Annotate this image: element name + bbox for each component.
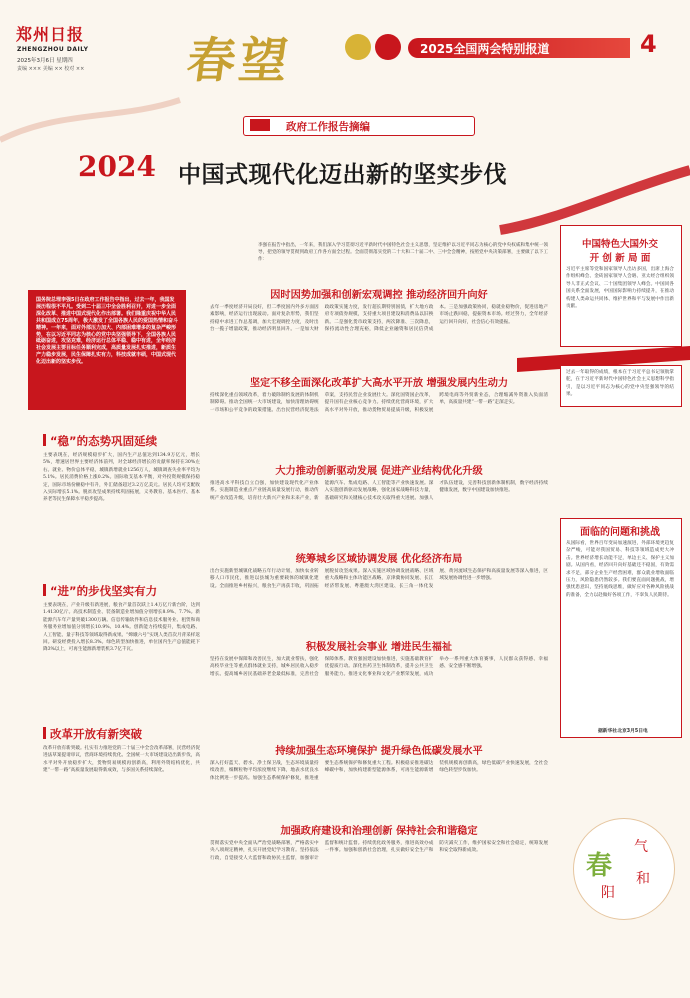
page-number: 4 <box>640 30 657 58</box>
section-regional-text: 出台实施新型城镇化战略五年行动计划，加快农业转移人口市民化，推进以县城为重要载体的城镇化建设。全面推进乡村振兴，粮食生产再获丰收，巩固拓展脱贫攻坚成果。深入实施区域协调发展战略、区域重大战略和主体功能区战略，京津冀协同发展、长江经济带发展、粤港澳大湾区建设、长三角一体化发展、黄河流域生态保护和高质量发展等深入推进，区域发展协调性进一步增强。 <box>210 569 548 589</box>
spring-badge-char-he: 和 <box>636 871 650 887</box>
diplomacy-title-line2: 开 创 新 局 面 <box>589 253 651 264</box>
section-ecology-title: 持续加强生态环境保护 提升绿色低碳发展水平 <box>275 746 483 757</box>
section-welfare <box>204 638 554 653</box>
section-macro <box>204 286 554 301</box>
challenges-text: 从国际看，世界百年变局加速演进，外部环境更趋复杂严峻，可能对我国贸易、科技等领域造成更大冲击。世界经济增长动能不足，单边主义、保护主义加剧。从国内看，经济回升向好基础还不稳固，有效需求不足，部分企业生产经营困难，群众就业增收面临压力，风险隐患仍然较多。我们要直面问题挑战，增强忧患意识，坚持底线思维，做好应对各种风险挑战的准备，全力以赴做好各项工作，不辜负人民期待。 <box>566 541 674 598</box>
title-bar <box>43 434 46 446</box>
section-regional-title: 统筹城乡区域协调发展 优化经济布局 <box>295 554 463 565</box>
section-innovation-title: 大力推动创新驱动发展 促进产业结构优化升级 <box>275 466 483 477</box>
section-reform-title <box>43 726 142 742</box>
headline: 中国式现代化迈出新的坚实步伐 <box>178 161 507 188</box>
section-innovation <box>204 462 554 477</box>
special-report-label: 2025全国两会特别报道 <box>420 42 550 56</box>
intro-paragraph: 李强在报告中指出，一年来，我们深入学习贯彻习近平新时代中国特色社会主义思想，坚定维护以习近平同志为核心的党中央权威和集中统一领导，把党的领导贯彻到政府工作各方面全过程。全面贯彻落实党的二十大和二十届二中、三中全会精神，按照党中央决策部署，主要做了以下工作： <box>258 243 548 262</box>
diplomacy-text: 习近平主席等党和国家领导人出访多国，出席上海合作组织峰会、金砖国家领导人会晤、亚太经合组织领导人非正式会议、二十国集团领导人峰会。中国同各国关系全面发展，中国国际影响力持续提升，在推动构建人类命运共同体、维护世界和平与发展中作出新贡献。 <box>566 267 674 310</box>
section-reform-open-title: 坚定不移全面深化改革扩大高水平开放 增强发展内生动力 <box>249 378 509 389</box>
section-governance <box>204 822 554 837</box>
paper-english-name: ZHENGZHOU DAILY <box>17 46 89 53</box>
cppcc-emblem-icon <box>375 34 401 60</box>
national-emblem-icon <box>345 34 371 60</box>
section-stable-title <box>43 433 157 449</box>
news-credit: 据新华社北京3月5日电 <box>598 729 648 734</box>
section-reform-open-text: 持续深化重点领域改革，着力破除制约发展的体制机制障碍。推动全国统一大市场建设，加快清理妨碍统一市场和公平竞争的政策措施。出台民营经济促进法草案，支持民营企业发展壮大。深化国资国企改革，提升国有企业核心竞争力。持续优化营商环境，扩大高水平对外开放，推动货物贸易提质升级，积极发展跨境电商等外贸新业态，合理缩减外资准入负面清单，高质量共建“一带一路”走深走实。 <box>210 393 548 413</box>
section-welfare-text: 坚持在发展中保障和改善民生，加大就业帮扶，强化高校毕业生等重点群体就业支持，城乡居民收入稳步增长。提高城乡居民基础养老金最低标准，完善社会保障体系。教育强国建设加快推进，实施基础教育扩优提质行动。深化医药卫生体制改革，提升公共卫生服务能力。推进文化事业和文化产业繁荣发展，成功举办一系列重大体育赛事，人民群众获得感、幸福感、安全感不断增强。 <box>210 657 548 677</box>
section-tag-label: 政府工作报告摘编 <box>286 121 370 133</box>
section-innovation-text: 推进高水平科技自立自强，加快建设现代化产业体系。实施制造业重点产业链高质量发展行动，推动传统产业改造升级，培育壮大新兴产业和未来产业，新能源汽车、集成电路、人工智能等产业快速发展。深入实施创新驱动发展战略，强化国家战略科技力量，基础研究和关键核心技术攻关取得重大进展。加强人才队伍建设，完善科技创新体制机制，数字经济持续健康发展，数字中国建设加快推进。 <box>210 481 548 501</box>
achievement-text: 过去一年取得的成绩，根本在于习近平总书记领航掌舵，在于习近平新时代中国特色社会主义思想科学指引，是以习近平同志为核心的党中央坚强领导的结果。 <box>566 370 674 398</box>
paper-meta: 责编 ××× 美编 ×× 校对 ×× <box>17 66 85 72</box>
summary-text: 国务院总理李强5日在政府工作报告中指出，过去一年，我国发展历程很不平凡。受到二十届三中全会胜利召开，对进一步全面深化改革、推进中国式现代化作出部署。我们隆重庆祝中华人民共和国成立75周年，极大激发了全国各族人民的爱国热情和奋斗精神。一年来，面对外部压力加大、内部困难增多的复杂严峻形势，在以习近平同志为核心的党中央坚强领导下，全国各族人民砥砺奋进，攻坚克难，经济运行总体平稳、稳中有进，全年经济社会发展主要目标任务顺利完成，高质量发展扎实推进，新质生产力稳步发展，民生保障扎实有力，科技成就丰硕，中国式现代化迈出新的坚实步伐。 <box>36 297 178 366</box>
section-ecology-text: 深入打好蓝天、碧水、净土保卫战，生态环境质量持续改善，细颗粒物平均浓度继续下降，地表水优良水体比例进一步提高。加强生态系统保护修复，推进重要生态系统保护和修复重大工程。积极稳妥推进碳达峰碳中和，加快构建新型能源体系，可再生能源新增装机规模再创新高，绿色低碳产业快速发展，全社会绿色转型步伐加快。 <box>210 761 548 781</box>
section-progress-text: 主要表现在，产业升级有新进展，粮食产量首次跃上1.4万亿斤新台阶，达到1.4130亿斤。高技术制造业、装备制造业增加值分别增长8.9%、7.7%。新能源汽车年产量突破1300万辆。信息传输软件和信息技术服务业、租赁和商务服务业增加值分别增长10.9%、10.4%。创新能力持续提升，集成电路、人工智能、量子科技等领域取得新成果。“嫦娥六号”实现人类首次月背采样返回。研发经费投入增长8.3%。绿色转型加快推进，单位国内生产总值能耗下降3%以上，可再生能源新增装机3.7亿千瓦。 <box>43 603 200 653</box>
report-icon <box>250 119 270 131</box>
title-bar <box>43 584 46 596</box>
title-bar <box>43 727 46 739</box>
section-reform-open <box>204 374 554 389</box>
section-ecology <box>204 742 554 757</box>
section-governance-title: 加强政府建设和治理创新 保持社会和谐稳定 <box>280 826 478 837</box>
section-progress-label: “进”的步伐坚实有力 <box>50 584 158 598</box>
challenges-title: 面临的问题和挑战 <box>580 527 660 538</box>
section-progress-title <box>43 583 157 599</box>
year-title: 2024 <box>78 150 156 183</box>
section-reform-text: 改革开放有新突破。扎实有力推进党的二十届三中全会改革部署，民营经济促进法草案提请审议，营商环境持续优化。全国统一大市场建设迈出新步伐，高水平对外开放稳步扩大，货物贸易规模再创新高，利用外资结构优化，共建“一带一路”高质量发展取得新成效，与多国关系持续深化。 <box>43 746 200 774</box>
section-stable-label: “稳”的态势巩固延续 <box>50 434 158 448</box>
section-governance-text: 贯彻落实党中央全面从严治党战略部署，严格落实中央八项规定精神，扎实开展党纪学习教育。坚持依法行政，自觉接受人大监督和政协民主监督，加强审计监督和统计监督。持续优化政务服务，推进高效办成一件事。加强和创新社会治理，扎实做好安全生产和防灾减灾工作，维护国家安全和社会稳定，统筹发展和安全取得新成效。 <box>210 841 548 861</box>
paper-date: 2025年3月6日 星期四 <box>17 58 73 64</box>
diplomacy-title-line1: 中国特色大国外交 <box>581 239 658 250</box>
section-reform-label: 改革开放有新突破 <box>50 727 142 741</box>
section-stable-text: 主要表现在，经济规模稳步扩大，国内生产总值达到134.9万亿元，增长5%，增速居世界主要经济体前列，对全球经济增长的贡献率保持在30%左右。就业、物价总体平稳，城镇新增就业1256万人，城镇调查失业率平均为5.1%。居民消费价格上涨0.2%。国际收支基本平衡，对外投资规模保持稳定，国际市场份额稳中有升，外汇储备超过3.2万亿美元。居民人均可支配收入实际增长5.1%。脱贫攻坚成果持续巩固拓展，义务教育、基本医疗、基本养老等民生保障水平稳步提高。 <box>43 453 200 503</box>
section-regional <box>204 550 554 565</box>
paper-name: 郑州日报 <box>16 25 85 44</box>
section-macro-text: 去年一季度经济开局良好，但二季度国内外多方面因素影响，经济运行出现波动。面对复杂形势，我们坚持稳中求进工作总基调，加大宏观调控力度，及时出台一揽子增量政策，推动经济明显回升。一是加大财政政策实施力度，发行超长期特别国债，扩大地方政府专项债券规模，支持重大项目建设和消费品以旧换新。二是强化货币政策支持，两次降准、三次降息，保持流动性合理充裕，降低企业融资和居民信贷成本。三是加强政策协同，稳就业稳物价，促进房地产市场止跌回稳，提振资本市场。经过努力，全年经济运行回升向好，社会信心有效提振。 <box>210 305 548 333</box>
spring-badge-char-yang: 阳 <box>601 885 615 901</box>
section-macro-title: 因时因势加强和创新宏观调控 推动经济回升向好 <box>270 290 488 301</box>
section-welfare-title: 积极发展社会事业 增进民生福祉 <box>305 642 453 653</box>
spring-badge-char-qi: 气 <box>634 839 648 855</box>
spring-badge-big-char: 春 <box>586 851 613 881</box>
spring-title: 春望 <box>183 33 296 89</box>
